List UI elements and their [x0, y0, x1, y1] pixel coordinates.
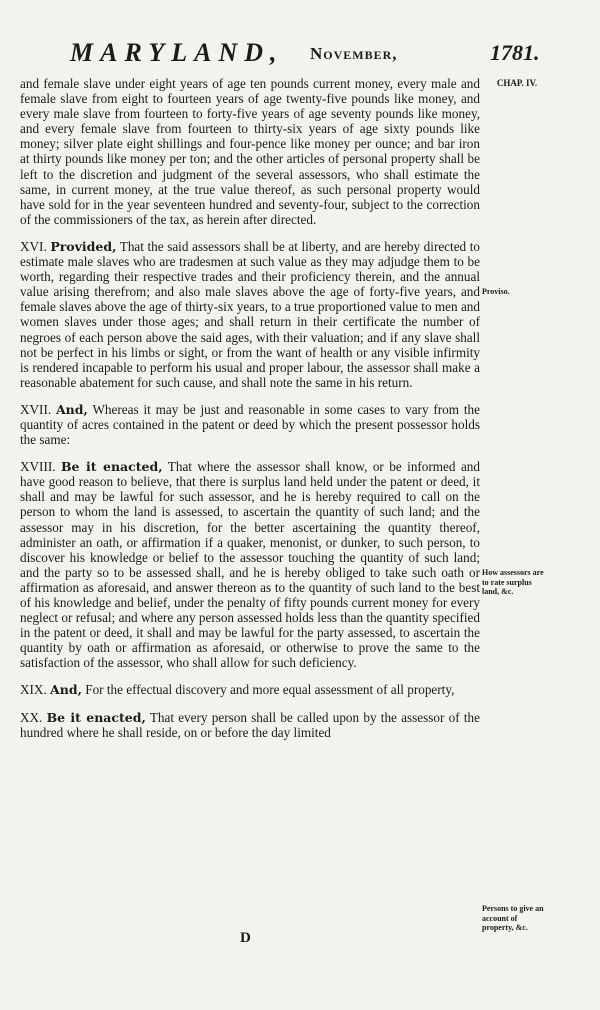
- blackletter-lead: Be it enacted,: [60, 459, 163, 475]
- paragraph-text: That every person shall be called upon by the assessor of the hundred where he shall reside, on or before the day limited: [20, 709, 480, 740]
- section-number: XX.: [20, 709, 47, 725]
- paragraph-xvii: [20, 402, 480, 447]
- paragraph-text: For the effectual discovery and more equal assessment of all property,: [81, 682, 455, 698]
- header-title: MARYLAND,: [70, 38, 284, 67]
- signature-mark: D: [240, 930, 251, 946]
- paragraph-xviii: [20, 459, 480, 670]
- margin-note-persons: Persons to give an account of property, &c.: [482, 904, 544, 932]
- running-header: [20, 38, 540, 68]
- blackletter-lead: Provided,: [50, 238, 117, 254]
- section-number: XVIII.: [20, 459, 61, 475]
- section-number: XVII.: [20, 401, 56, 417]
- paragraph-text: That the said assessors shall be at liberty, and are hereby directed to estimate male slaves who are tradesmen at such value as they may adjudge them to be worth, regarding their respective trades and their proficiency therein, and the annual value arising therefrom; and also male slaves above the age of forty-five years, and female slaves above the age of thirty-six years, to a true proportioned value to men and women slaves under those ages; and shall return in their certificate the number of negroes of each person above the said ages, with their valuation; and if any slave shall not be perfect in his limbs or sight, or from the want of health or any visible infirmity is rendered incapable to perform his usual and proper labour, the assessor shall make a reasonable abatement for such cause, and shall note the same in his return.: [20, 238, 480, 390]
- paragraph-continuation: [20, 76, 480, 227]
- page-body: [20, 76, 480, 740]
- paragraph-text: That where the assessor shall know, or be informed and have good reason to believe, that there is surplus land held under the patent or deed, it shall and may be lawful for such assessor, and he is hereby required to call on the person to whom the land is assessed, to ascertain the quantity of such land; and the assessor may in his discretion, for the better ascertaining the quantity thereof, administer an oath, or affirmation if a quaker, menonist, or dunker, to such person, to discover his knowledge or belief to the assessor touching the quantity of such land; and the party so to be assessed shall, and he is hereby obliged to take such oath or affirmation as aforesaid, and answer thereon as to the quantity of such land to the best of his knowledge and belief, under the penalty of fifty pounds current money for every neglect or refusal; and where any person assessed holds less than the quantity specified in the patent or deed, it shall and may be lawful for the party assessed, to ascertain the quantity by oath or affirmation as aforesaid, or otherwise to prove the same to the satisfaction of the assessor, who shall allow for such deficiency.: [20, 459, 480, 671]
- paragraph-xvi: [20, 239, 480, 390]
- blackletter-lead: And,: [55, 401, 88, 417]
- paragraph-text: Whereas it may be just and reasonable in some cases to vary from the quantity of acres contained in the patent or deed by which the present possessor holds the same:: [20, 401, 480, 448]
- blackletter-lead: And,: [50, 682, 82, 698]
- section-number: XVI.: [20, 238, 51, 254]
- paragraph-xx: [20, 710, 480, 740]
- paragraph-xix: [20, 682, 480, 697]
- chapter-note: CHAP. IV.: [496, 78, 538, 88]
- blackletter-lead: Be it enacted,: [46, 709, 146, 725]
- margin-note-surplus-land: How assessors are to rate surplus land, &c.: [482, 568, 544, 596]
- header-month: November,: [310, 44, 398, 63]
- paragraph-text: and female slave under eight years of age ten pounds current money, every male and female slave from eight to fourteen years of age twenty-five pounds like money, and every male slave from fourteen to forty-five years of age seventy pounds like money, and every female slave from fourteen to thirty-six years of age sixty pounds like money; silver plate eight shillings and four-pence like money per ounce; and bar iron at thirty pounds like money per ton; and the other articles of personal property shall be left to the discretion and judgment of the several assessors, who shall estimate the same, in current money, at the true value thereof, as such personal property would have sold for in the year seventeen hundred and seventy-four, subject to the correction of the commissioners of the tax, as herein after directed.: [20, 76, 480, 227]
- section-number: XIX.: [20, 682, 51, 698]
- margin-note-proviso: Proviso.: [482, 287, 510, 296]
- header-year: 1781.: [490, 40, 540, 65]
